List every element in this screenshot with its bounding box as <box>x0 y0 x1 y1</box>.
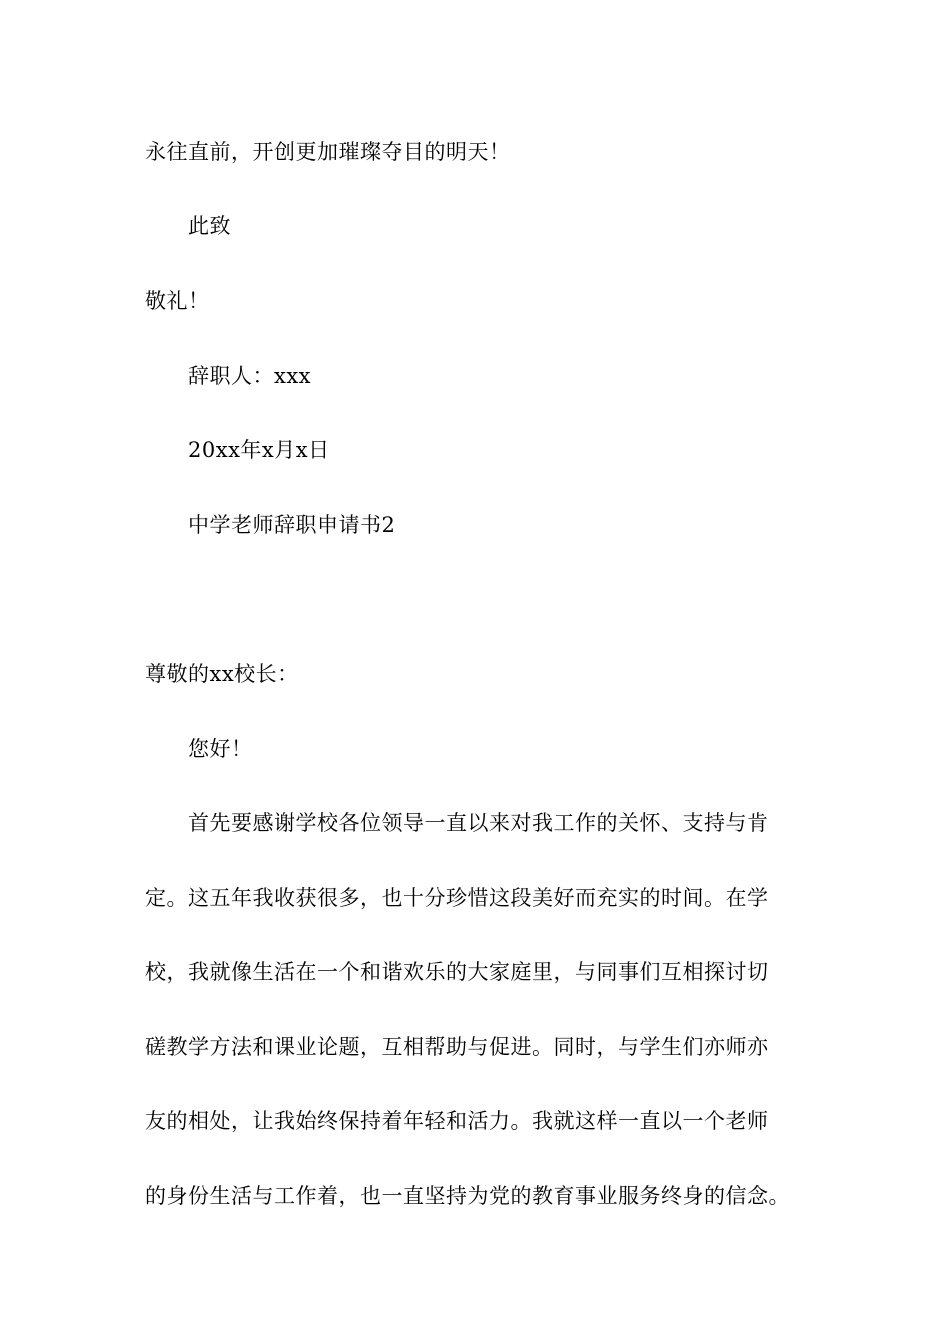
letter-greeting: 尊敬的xx校长： <box>145 662 299 686</box>
section-title: 中学老师辞职申请书2 <box>188 513 396 537</box>
signature-name: 辞职人：xxx <box>188 364 312 388</box>
closing-paragraph-line: 永往直前，开创更加璀璨夺目的明天！ <box>145 140 511 164</box>
body-line: 定。这五年我收获很多，也十分珍惜这段美好而充实的时间。在学 <box>145 886 769 910</box>
body-line: 磋教学方法和课业论题，互相帮助与促进。同时，与学生们亦师亦 <box>145 1035 769 1059</box>
body-line: 友的相处，让我始终保持着年轻和活力。我就这样一直以一个老师 <box>145 1109 769 1133</box>
salutation-jingli: 敬礼！ <box>145 289 210 313</box>
body-line: 首先要感谢学校各位领导一直以来对我工作的关怀、支持与肯 <box>188 811 769 835</box>
body-line: 的身份生活与工作着，也一直坚持为党的教育事业服务终身的信念。 <box>145 1184 790 1208</box>
letter-hello: 您好！ <box>188 737 253 761</box>
signature-date: 20xx年x月x日 <box>188 438 330 462</box>
salutation-cizhi: 此致 <box>188 214 231 238</box>
body-line: 校，我就像生活在一个和谐欢乐的大家庭里，与同事们互相探讨切 <box>145 960 769 984</box>
